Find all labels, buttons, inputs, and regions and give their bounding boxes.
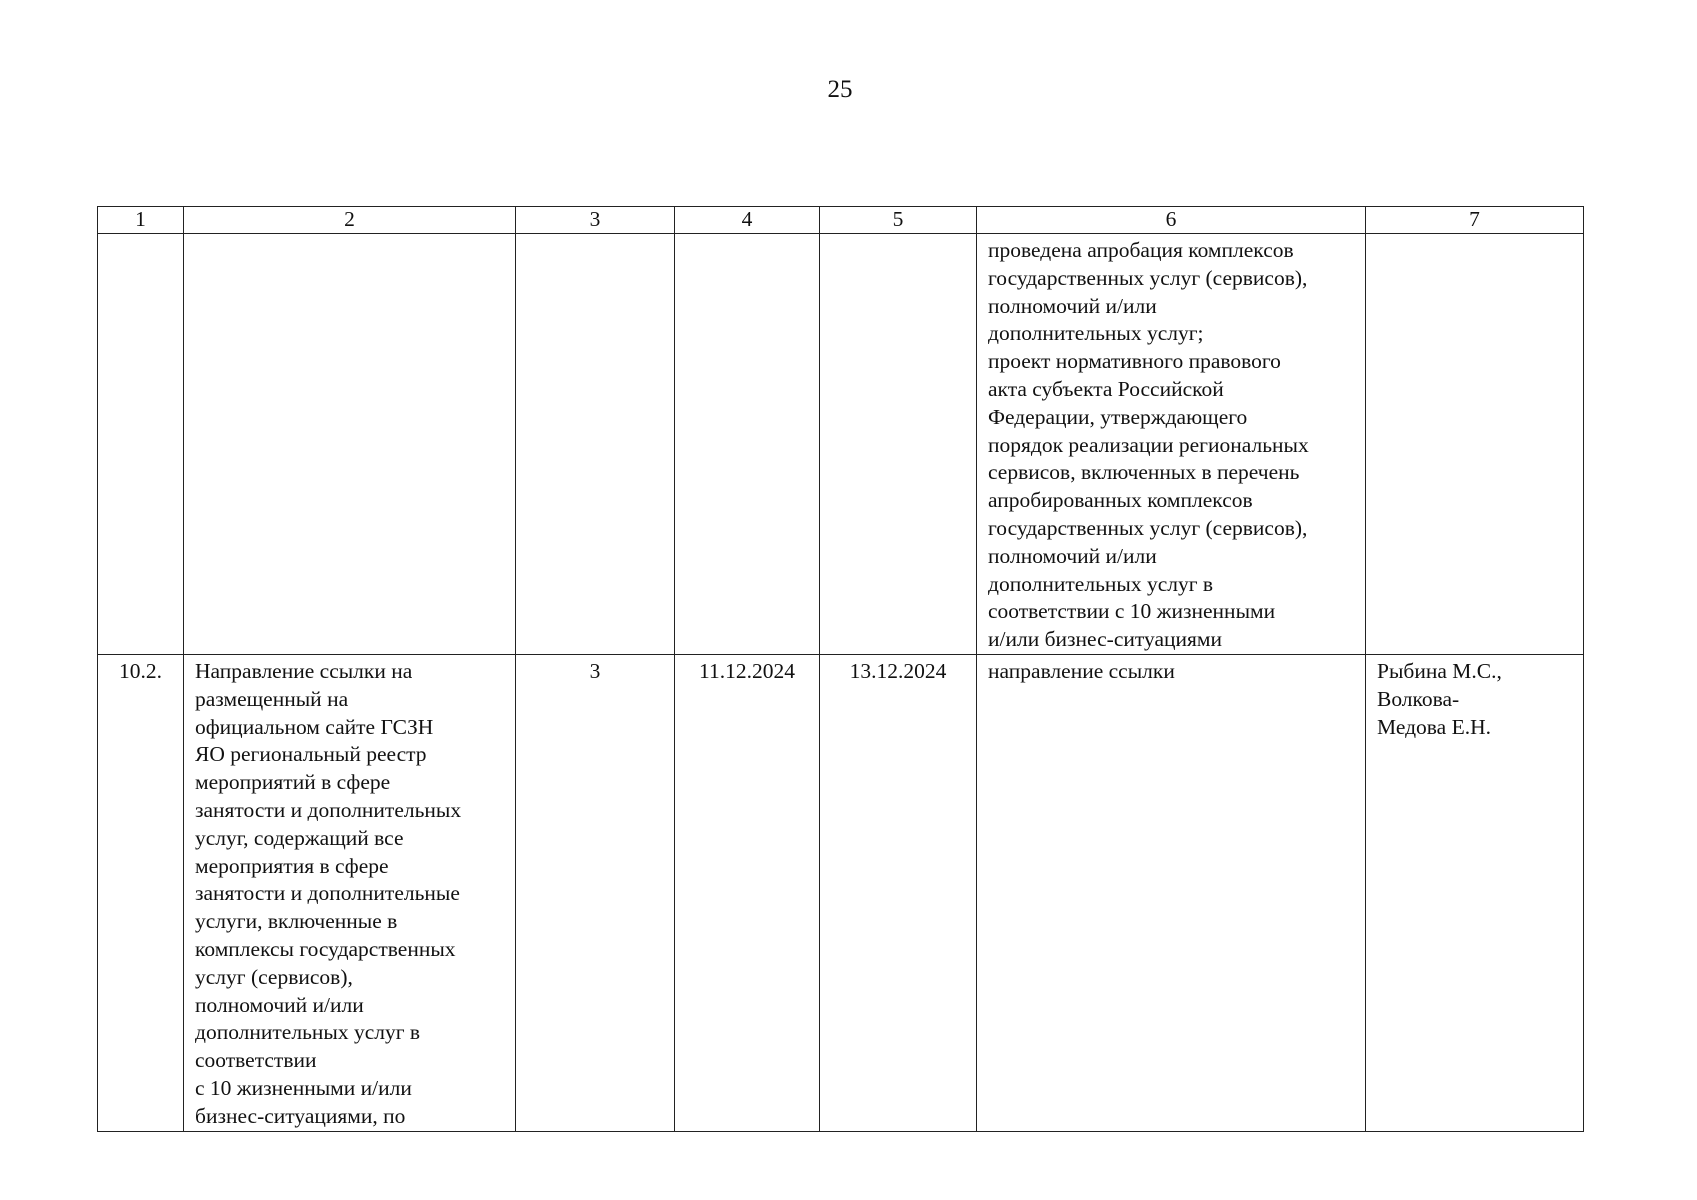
responsible-cell: Рыбина М.С., Волкова- Медова Е.Н. — [1366, 654, 1584, 1131]
activity-cell — [184, 234, 516, 655]
row-number-cell: 10.2. — [98, 654, 184, 1131]
column-header: 1 — [98, 207, 184, 234]
table-row — [98, 654, 1584, 1131]
table-header-row — [98, 207, 1584, 234]
end-date-cell: 13.12.2024 — [820, 654, 977, 1131]
start-date-cell — [675, 234, 820, 655]
start-date-cell: 11.12.2024 — [675, 654, 820, 1131]
column-header: 2 — [184, 207, 516, 234]
column-header: 7 — [1366, 207, 1584, 234]
duration-cell: 3 — [516, 654, 675, 1131]
table-row — [98, 234, 1584, 655]
result-cell: проведена апробация комплексов государственных услуг (сервисов), полномочий и/или дополнительных услуг; проект нормативного правового акта субъекта Российской Федерации, утверждающего порядок реализации региональных сервисов, включенных в перечень апробированных комплексов государственных услуг (сервисов), полномочий и/или дополнительных услуг в соответствии с 10 жизненными и/или бизнес-ситуациями — [977, 234, 1366, 655]
responsible-cell — [1366, 234, 1584, 655]
column-header: 6 — [977, 207, 1366, 234]
column-header: 4 — [675, 207, 820, 234]
activity-cell: Направление ссылки на размещенный на официальном сайте ГСЗН ЯО региональный реестр мероприятий в сфере занятости и дополнительных услуг, содержащий все мероприятия в сфере занятости и дополнительные услуги, включенные в комплексы государственных услуг (сервисов), полномочий и/или дополнительных услуг в соответствии с 10 жизненными и/или бизнес-ситуациями, по — [184, 654, 516, 1131]
row-number-cell — [98, 234, 184, 655]
column-header: 3 — [516, 207, 675, 234]
result-cell: направление ссылки — [977, 654, 1366, 1131]
page-number: 25 — [827, 76, 853, 103]
plan-table — [97, 206, 1584, 1132]
duration-cell — [516, 234, 675, 655]
end-date-cell — [820, 234, 977, 655]
column-header: 5 — [820, 207, 977, 234]
